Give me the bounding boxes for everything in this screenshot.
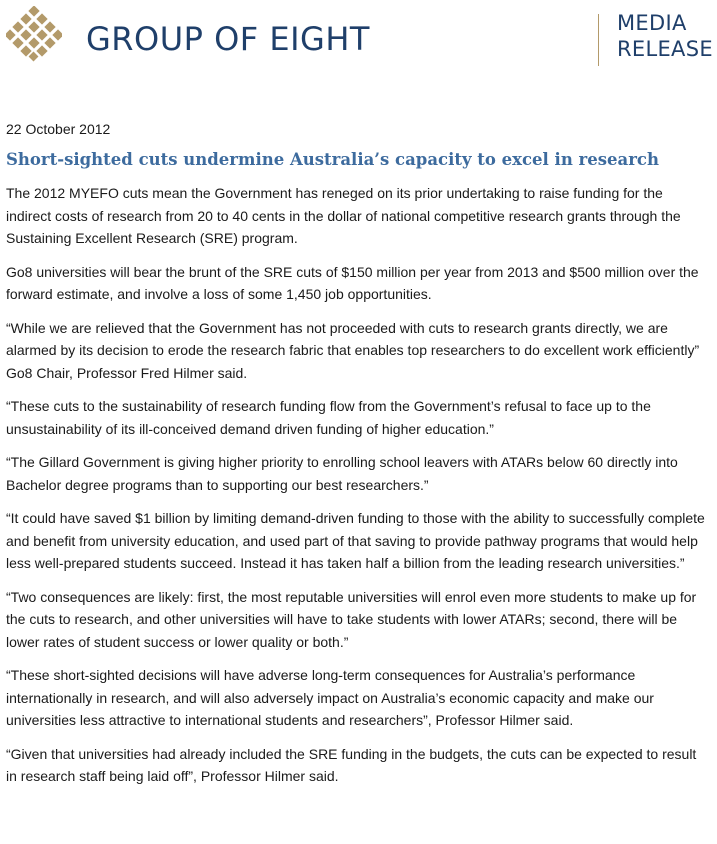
media-release-label [617,10,713,62]
page-header [0,0,717,80]
paragraph: “The Gillard Government is giving higher priority to enrolling school leavers with ATARs below 60 directly into Bachelor degree programs than to supporting our best researchers.” [6,454,678,493]
paragraph: “These cuts to the sustainability of research funding flow from the Government’s refusal to face up to the unsustainability of its ill-conceived demand driven funding of higher education.” [6,398,651,437]
article-headline: Short-sighted cuts undermine Australia’s capacity to excel in research [6,150,659,169]
article-body [6,118,711,799]
paragraph: The 2012 MYEFO cuts mean the Government has reneged on its prior undertaking to raise funding for the indirect costs of research from 20 to 40 cents in the dollar of national competitive research grants through the Sustaining Excellent Research (SRE) program. [6,185,681,246]
paragraph: “These short-sighted decisions will have adverse long-term consequences for Australia’s performance internationally in research, and will also adversely impact on Australia’s economic capacity and make our universities less attractive to international students and researchers”, Professor Hilmer said. [6,667,654,728]
paragraph: “It could have saved $1 billion by limiting demand-driven funding to those with the ability to successfully complete and benefit from university education, and used part of that saving to provide pathway programs that would help less well-prepared students succeed. Instead it has taken half a billion from the leading research universities.” [6,510,705,571]
paragraph: “Two consequences are likely: first, the most reputable universities will enrol even more students to make up for the cuts to research, and other universities will have to take students with lower ATARs; second, there will be lower rates of student success or lower quality or both.” [6,588,697,650]
header-divider [598,14,599,66]
diamond-cluster-logo-icon [6,6,62,62]
release-line-2: RELEASE [617,37,713,61]
release-date: 22 October 2012 [6,121,111,137]
release-line-1: MEDIA [617,11,687,35]
paragraph: “While we are relieved that the Government has not proceeded with cuts to research grants directly, we are alarmed by its decision to erode the research fabric that enables top researchers to do excellent work efficiently” Go8 Chair, Professor Fred Hilmer said. [6,319,700,381]
org-name: GROUP OF EIGHT [86,20,370,58]
paragraph: “Given that universities had already included the SRE funding in the budgets, the cuts can be expected to result in research staff being laid off”, Professor Hilmer said. [6,745,697,784]
paragraph: Go8 universities will bear the brunt of the SRE cuts of $150 million per year from 2013 and $500 million over the forward estimate, and involve a loss of some 1,450 job opportunities. [6,263,699,302]
